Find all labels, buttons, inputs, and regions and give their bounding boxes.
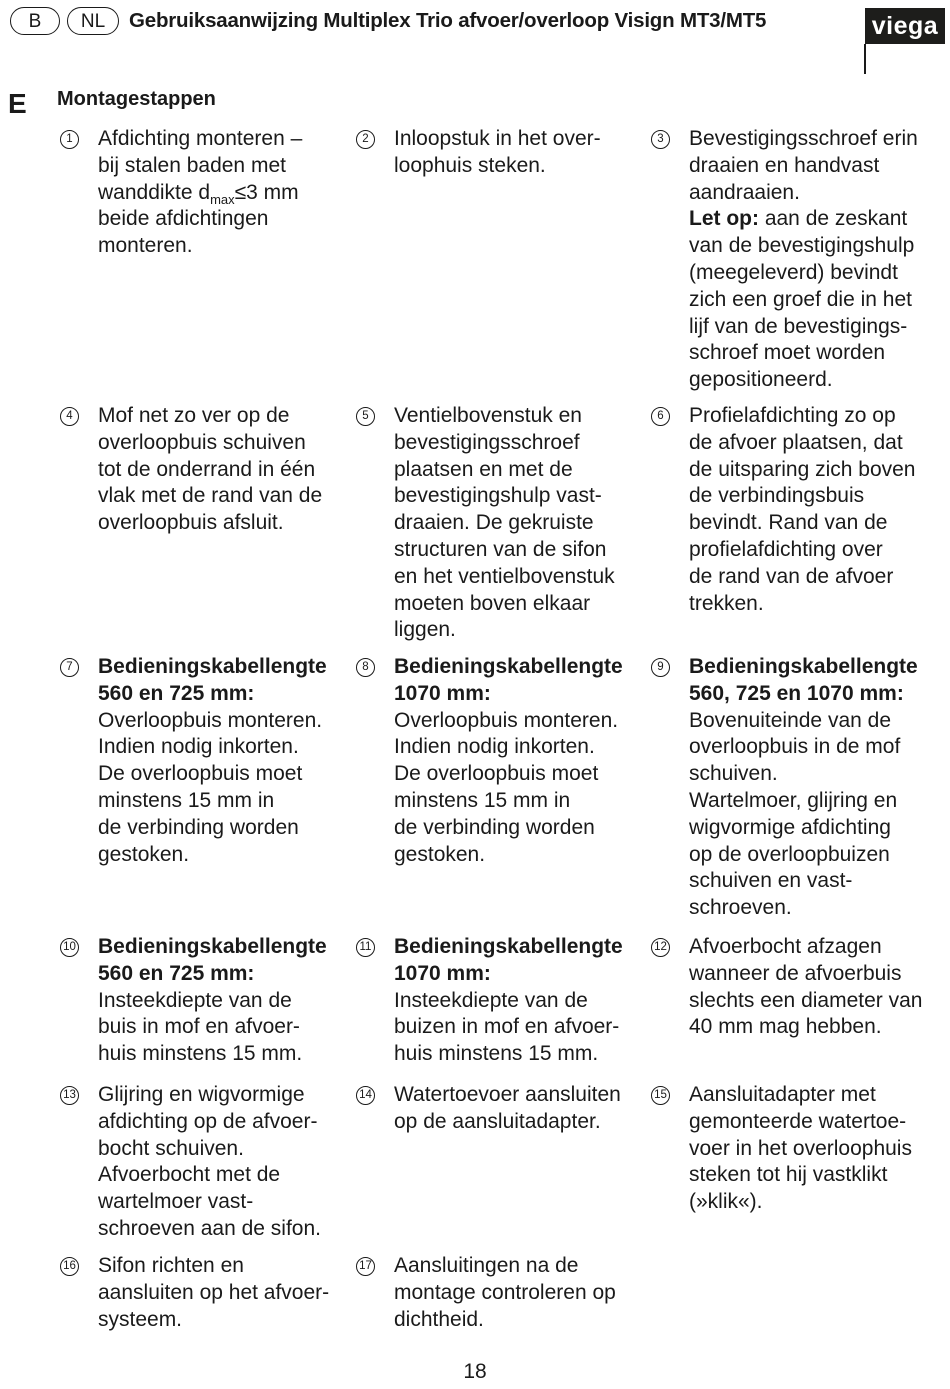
step-number: 17 xyxy=(356,1257,375,1276)
text-line: de verbindingsbuis xyxy=(689,484,865,508)
text-line: overloopbuis in de mof xyxy=(689,735,901,759)
note-first: aan de zeskant xyxy=(758,207,908,231)
step-number: 12 xyxy=(651,938,670,957)
text-line: en het ventielbovenstuk xyxy=(394,564,615,588)
text-line: (meegeleverd) bevindt xyxy=(689,260,898,284)
text-line: moeten boven elkaar xyxy=(394,591,591,615)
document-title: Gebruiksaanwijzing Multiplex Trio afvoer/overloop Visign MT3/MT5 xyxy=(129,9,767,32)
logo-divider xyxy=(864,44,866,74)
text-line: Insteekdiepte van de xyxy=(98,988,292,1012)
text-line: De overloopbuis moet xyxy=(98,762,303,786)
step-number: 11 xyxy=(356,938,375,957)
step-number: 7 xyxy=(60,658,79,677)
step-text xyxy=(98,1082,360,1243)
text-line: minstens 15 mm in xyxy=(394,788,571,812)
step-heading: 1070 mm: xyxy=(394,681,491,705)
text-line: Aansluitadapter met xyxy=(689,1083,876,1106)
step-text xyxy=(394,1082,656,1136)
step-number: 8 xyxy=(356,658,375,677)
text-line: overloopbuis afsluit. xyxy=(98,511,284,535)
text-line: op de aansluitadapter. xyxy=(394,1109,601,1133)
step-text xyxy=(98,654,360,868)
text-line: gestoken. xyxy=(394,842,486,866)
step-number: 4 xyxy=(60,407,79,426)
text-line: Afdichting monteren – xyxy=(98,127,303,150)
note-line xyxy=(689,206,950,233)
text-line: plaatsen en met de xyxy=(394,457,573,481)
step-number: 13 xyxy=(60,1086,79,1105)
step-heading: Bedieningskabellengte xyxy=(394,655,623,678)
text-line: bij stalen baden met xyxy=(98,153,286,177)
text-line: Overloopbuis monteren. xyxy=(98,708,323,732)
text-line: de afvoer plaatsen, dat xyxy=(689,430,903,454)
page-number: 18 xyxy=(463,1360,487,1383)
text-line-dmax xyxy=(98,180,360,207)
text-line: gestoken. xyxy=(98,842,190,866)
step-number: 9 xyxy=(651,658,670,677)
text-line: de rand van de afvoer xyxy=(689,564,894,588)
step-heading: 560 en 725 mm: xyxy=(98,681,255,705)
text-line: afdichting op de afvoer- xyxy=(98,1109,318,1133)
text-line: schroef moet worden xyxy=(689,341,886,365)
text-line: systeem. xyxy=(98,1307,183,1331)
step-text xyxy=(689,654,950,922)
text-line: loophuis steken. xyxy=(394,153,546,177)
text-line: steken tot hij vastklikt xyxy=(689,1163,888,1187)
text-line: Bovenuiteinde van de xyxy=(689,708,891,732)
step-text xyxy=(689,934,950,1041)
text-line: aandraaien. xyxy=(689,180,800,204)
text-line: bevestigingshulp vast- xyxy=(394,484,602,508)
text-line: Mof net zo ver op de xyxy=(98,404,290,427)
step-heading: 560, 725 en 1070 mm: xyxy=(689,681,904,705)
text-line: beide afdichtingen xyxy=(98,207,269,231)
text-line: overloopbuis schuiven xyxy=(98,430,306,454)
text-line: Overloopbuis monteren. xyxy=(394,708,619,732)
country-badge-b: B xyxy=(10,7,60,35)
text-line: zich een groef die in het xyxy=(689,287,912,311)
text-line: monteren. xyxy=(98,234,193,258)
text-line: bevestigingsschroef xyxy=(394,430,580,454)
text-line: draaien en handvast xyxy=(689,153,880,177)
text-line: aansluiten op het afvoer- xyxy=(98,1280,330,1304)
text-line: van de bevestigingshulp xyxy=(689,234,915,258)
text-line: Ventielbovenstuk en xyxy=(394,404,582,427)
step-heading: Bedieningskabellengte xyxy=(98,655,327,678)
text-line: Afvoerbocht met de xyxy=(98,1163,281,1187)
text-line: de verbinding worden xyxy=(394,815,595,839)
text-line: dichtheid. xyxy=(394,1307,484,1331)
text-line: buis in mof en afvoer- xyxy=(98,1015,300,1039)
text-line: voer in het overloophuis xyxy=(689,1136,912,1160)
text-line: (»klik«). xyxy=(689,1190,763,1214)
step-text xyxy=(689,126,950,394)
text-line: wigvormige afdichting xyxy=(689,815,891,839)
text-line: Glijring en wigvormige xyxy=(98,1083,305,1106)
text-line: Bevestigingsschroef erin xyxy=(689,127,918,150)
text-line: tot de onderrand in één xyxy=(98,457,316,481)
text-line: schuiven en vast- xyxy=(689,869,853,893)
text-line: buizen in mof en afvoer- xyxy=(394,1015,620,1039)
text-line: vlak met de rand van de xyxy=(98,484,323,508)
text-line: profielafdichting over xyxy=(689,537,883,561)
step-heading: 560 en 725 mm: xyxy=(98,961,255,985)
text-line: Insteekdiepte van de xyxy=(394,988,588,1012)
text-line: huis minstens 15 mm. xyxy=(98,1042,303,1066)
text-line: de uitsparing zich boven xyxy=(689,457,916,481)
step-number: 5 xyxy=(356,407,375,426)
dmax-subscript: max xyxy=(210,191,235,207)
step-number: 10 xyxy=(60,938,79,957)
step-text xyxy=(689,403,950,617)
text-line: Aansluitingen na de xyxy=(394,1254,579,1277)
text-line: Afvoerbocht afzagen xyxy=(689,935,882,958)
text-line: trekken. xyxy=(689,591,764,615)
text-line: Indien nodig inkorten. xyxy=(394,735,595,759)
text-line: Wartelmoer, glijring en xyxy=(689,788,898,812)
text-line: gepositioneerd. xyxy=(689,368,833,392)
step-number: 2 xyxy=(356,130,375,149)
dmax-prefix: wanddikte d xyxy=(98,180,211,204)
step-heading: Bedieningskabellengte xyxy=(689,655,918,678)
text-line: structuren van de sifon xyxy=(394,537,607,561)
text-line: schroeven. xyxy=(689,896,792,920)
step-text xyxy=(98,1253,360,1333)
step-text xyxy=(98,403,360,537)
text-line: montage controleren op xyxy=(394,1280,616,1304)
step-text xyxy=(394,1253,656,1333)
text-line: Indien nodig inkorten. xyxy=(98,735,299,759)
step-text xyxy=(689,1082,950,1216)
step-text xyxy=(394,934,656,1068)
step-text xyxy=(98,934,360,1068)
section-letter: E xyxy=(8,88,27,119)
step-text xyxy=(98,126,360,260)
step-number: 3 xyxy=(651,130,670,149)
text-line: slechts een diameter van xyxy=(689,988,923,1012)
text-line: bevindt. Rand van de xyxy=(689,511,888,535)
text-line: draaien. De gekruiste xyxy=(394,511,594,535)
text-line: bocht schuiven. xyxy=(98,1136,244,1160)
step-heading: 1070 mm: xyxy=(394,961,491,985)
note-label: Let op: xyxy=(689,207,759,231)
step-number: 16 xyxy=(60,1257,79,1276)
text-line: Watertoevoer aansluiten xyxy=(394,1083,621,1106)
text-line: Profielafdichting zo op xyxy=(689,404,896,427)
step-number: 1 xyxy=(60,130,79,149)
text-line: schroeven aan de sifon. xyxy=(98,1216,321,1240)
section-title: Montagestappen xyxy=(57,88,216,110)
text-line: De overloopbuis moet xyxy=(394,762,599,786)
text-line: Inloopstuk in het over- xyxy=(394,127,601,150)
step-text xyxy=(394,654,656,868)
text-line: Sifon richten en xyxy=(98,1254,244,1277)
step-text xyxy=(394,403,656,644)
dmax-suffix: ≤3 mm xyxy=(234,180,299,204)
text-line: de verbinding worden xyxy=(98,815,299,839)
text-line: lijf van de bevestigings- xyxy=(689,314,908,338)
text-line: huis minstens 15 mm. xyxy=(394,1042,599,1066)
text-line: liggen. xyxy=(394,618,456,642)
step-number: 15 xyxy=(651,1086,670,1105)
language-badge-nl: NL xyxy=(67,7,119,35)
text-line: wanneer de afvoerbuis xyxy=(689,961,902,985)
text-line: op de overloopbuizen xyxy=(689,842,890,866)
text-line: gemonteerde watertoe- xyxy=(689,1109,907,1133)
step-number: 6 xyxy=(651,407,670,426)
step-heading: Bedieningskabellengte xyxy=(98,935,327,958)
text-line: schuiven. xyxy=(689,762,778,786)
step-number: 14 xyxy=(356,1086,375,1105)
text-line: 40 mm mag hebben. xyxy=(689,1015,882,1039)
page-header xyxy=(0,0,950,80)
step-heading: Bedieningskabellengte xyxy=(394,935,623,958)
text-line: wartelmoer vast- xyxy=(98,1190,254,1214)
step-text xyxy=(394,126,656,180)
viega-logo: viega xyxy=(865,8,945,44)
text-line: minstens 15 mm in xyxy=(98,788,275,812)
